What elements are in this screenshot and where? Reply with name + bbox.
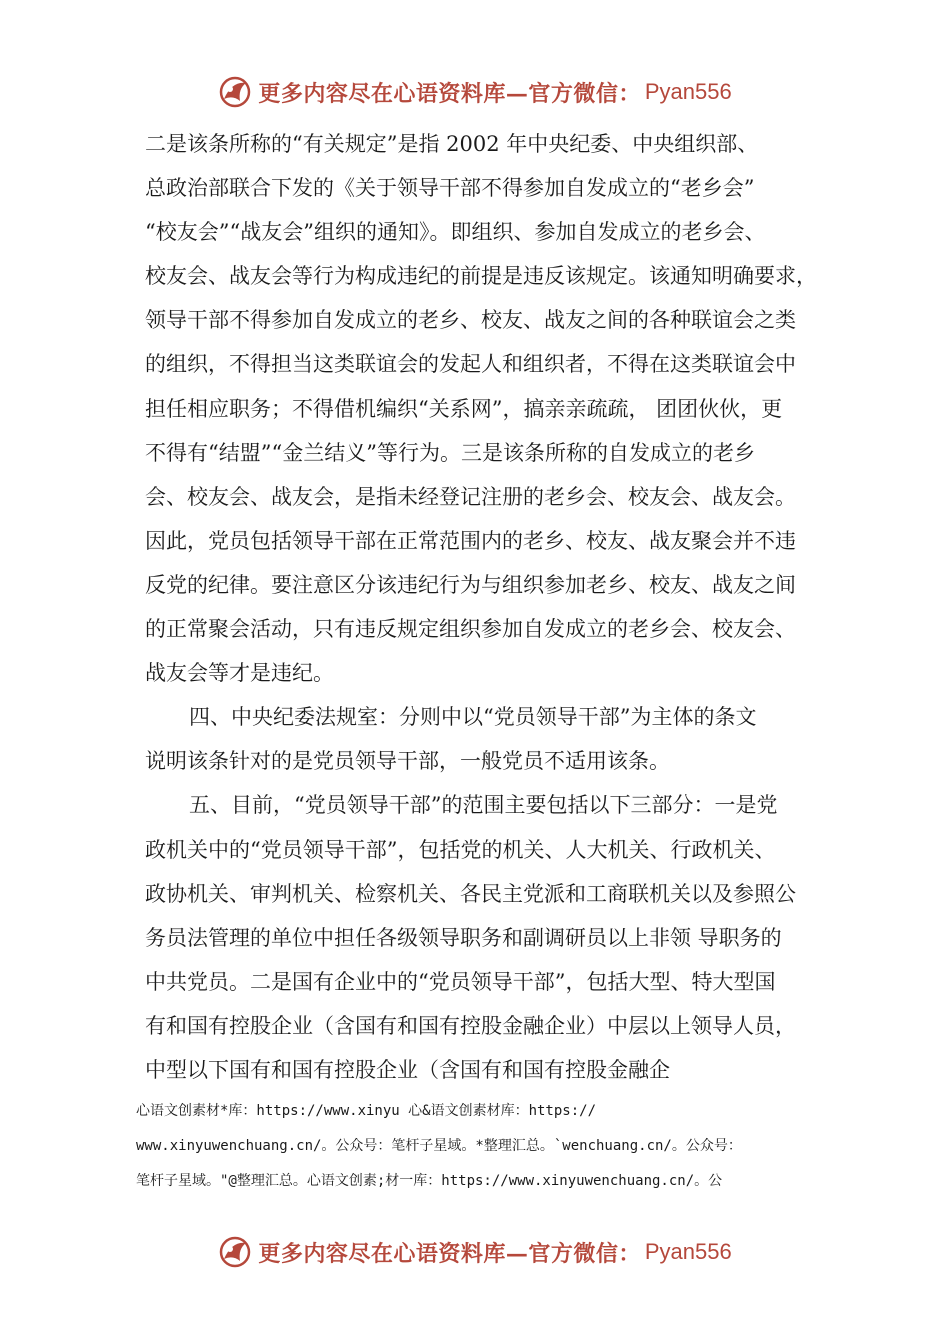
text-line: “校友会”“战友会”组织的通知》。即组织、参加自发成立的老乡会、 — [145, 220, 766, 245]
banner-text: 更多内容尽在心语资料库—官方微信： — [258, 80, 641, 107]
text-line: 的组织，不得担当这类联谊会的发起人和组织者，不得在这类联谊会中 — [145, 352, 796, 377]
text-line: 校友会、战友会等行为构成违纪的前提是违反该规定。该通知明确要求， — [145, 264, 817, 289]
text-line: 有和国有控股企业（含国有和国有控股金融企业）中层以上领导人员， — [145, 1013, 796, 1038]
header-banner — [0, 72, 950, 112]
logo-icon — [218, 75, 252, 109]
text-line: 务员法管理的单位中担任各级领导职务和副调研员以上非领 导职务的 — [145, 925, 782, 950]
text-line: 四、中央纪委法规室：分则中以“党员领导干部”为主体的条文 — [189, 705, 757, 730]
document-body — [145, 122, 825, 1092]
text-line: 总政治部联合下发的《关于领导干部不得参加自发成立的“老乡会” — [145, 176, 755, 201]
text-line: 会、校友会、战友会，是指未经登记注册的老乡会、校友会、战友会。 — [145, 484, 796, 509]
text-line: 的正常聚会活动，只有违反规定组织参加自发成立的老乡会、校友会、 — [145, 617, 796, 642]
banner-wechat-id: Pyan556 — [644, 1239, 732, 1264]
footer-banner — [0, 1232, 950, 1272]
text-line: 二是该条所称的“有关规定”是指 2002 年中央纪委、中央组织部、 — [145, 132, 759, 156]
text-line: 政协机关、审判机关、检察机关、各民主党派和工商联机关以及参照公 — [145, 881, 796, 906]
text-line: 中型以下国有和国有控股企业（含国有和国有控股金融企 — [145, 1057, 670, 1082]
text-line: 政机关中的“党员领导干部”，包括党的机关、人大机关、行政机关、 — [145, 837, 776, 862]
text-line: 说明该条针对的是党员领导干部，一般党员不适用该条。 — [145, 749, 670, 774]
text-line: 领导干部不得参加自发成立的老乡、校友、战友之间的各种联谊会之类 — [145, 308, 796, 333]
text-line: 不得有“结盟”“金兰结义”等行为。三是该条所称的自发成立的老乡 — [145, 440, 755, 465]
text-line: 担任相应职务；不得借机编织“关系网”，搞亲亲疏疏， 团团伙伙，更 — [145, 396, 783, 421]
text-line: 中共党员。二是国有企业中的“党员领导干部”，包括大型、特大型国 — [145, 969, 776, 994]
footer-line: 笔杆子星域。"@整理汇总。心语文创素;材一库：https://www.xinyuwenchuang.cn/。公 — [136, 1173, 723, 1189]
text-line: 因此，党员包括领导干部在正常范围内的老乡、校友、战友聚会并不违 — [145, 528, 796, 553]
footer-line: 心语文创素材*库：https://www.xinyu 心&语文创素材库：https:// — [136, 1103, 597, 1119]
text-line: 五、目前，“党员领导干部”的范围主要包括以下三部分：一是党 — [189, 793, 778, 818]
footer-line: www.xinyuwenchuang.cn/。公众号：笔杆子星域。*整理汇总。`wenchuang.cn/。公众号： — [136, 1138, 742, 1154]
logo-icon — [218, 1235, 252, 1269]
footer-note — [136, 1094, 826, 1199]
banner-wechat-id: Pyan556 — [644, 79, 732, 104]
text-line: 反党的纪律。要注意区分该违纪行为与组织参加老乡、校友、战友之间 — [145, 572, 796, 597]
text-line: 战友会等才是违纪。 — [145, 661, 334, 686]
banner-text: 更多内容尽在心语资料库—官方微信： — [258, 1240, 641, 1267]
